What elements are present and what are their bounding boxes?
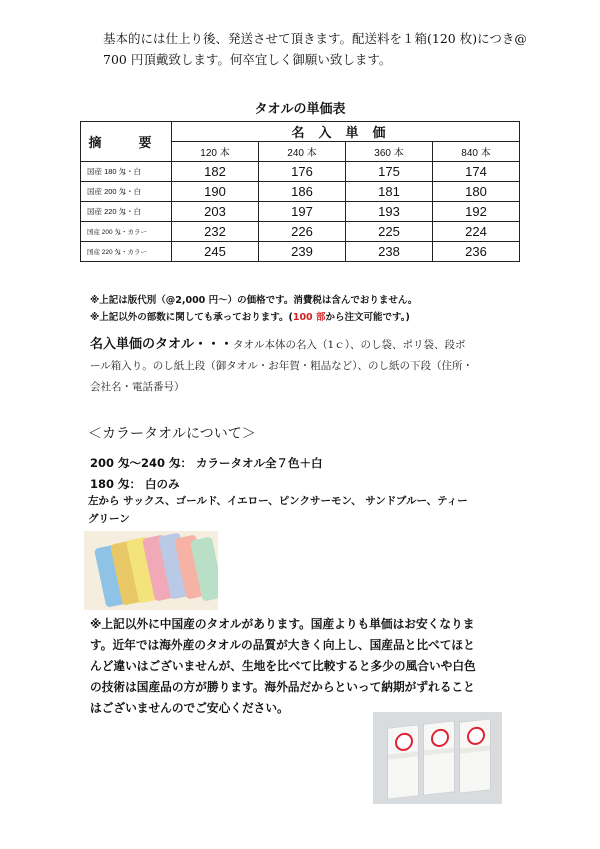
price-cell: 193 <box>346 202 433 222</box>
price-cell: 232 <box>172 222 259 242</box>
table-row <box>81 162 520 182</box>
price-cell: 186 <box>259 182 346 202</box>
table-row <box>81 222 520 242</box>
summary-header: 摘 要 <box>81 122 172 162</box>
quantity-note-b: から注文可能です。) <box>325 312 410 323</box>
white-weight-line: 180 匁： 白のみ <box>90 477 180 491</box>
name-print-line-1: タオル本体の名入（1ｃ）、のし袋、ポリ袋、段ボ <box>233 339 466 351</box>
wrapped-towel <box>423 720 455 795</box>
unit-price-header: 名入単価 <box>172 122 520 142</box>
price-cell: 239 <box>259 242 346 262</box>
min-quantity-highlight: 100 部 <box>292 312 326 323</box>
wrapped-towel <box>459 718 491 793</box>
intro-line-2: 700 円頂戴致します。何卒宜しく御願い致します。 <box>103 52 392 67</box>
row-label: 国産 180 匁・白 <box>81 162 172 182</box>
price-table-title: タオルの単価表 <box>254 102 346 117</box>
overseas-towel-paragraph <box>90 614 530 719</box>
price-cell: 226 <box>259 222 346 242</box>
price-cell: 175 <box>346 162 433 182</box>
color-list-line-2: グリーン <box>88 513 130 525</box>
table-row <box>81 202 520 222</box>
price-cell: 181 <box>346 182 433 202</box>
table-row <box>81 242 520 262</box>
price-table <box>80 121 520 262</box>
price-cell: 197 <box>259 202 346 222</box>
table-row <box>81 182 520 202</box>
price-cell: 176 <box>259 162 346 182</box>
price-note: ※上記は版代別（@2,000 円〜）の価格です。消費税は含んでおりません。 <box>90 295 418 306</box>
color-weight-line: 200 匁〜240 匁： カラータオル全７色＋白 <box>90 456 323 470</box>
paragraph-line: す。近年では海外産のタオルの品質が大きく向上し、国産品と比べてほと <box>90 638 475 652</box>
price-cell: 180 <box>433 182 520 202</box>
price-cell: 245 <box>172 242 259 262</box>
paragraph-line: の技術は国産品の方が勝ります。海外品だからといって納期がずれること <box>90 680 475 694</box>
wrapped-towels-photo <box>373 712 502 804</box>
price-cell: 192 <box>433 202 520 222</box>
name-print-description <box>90 334 530 398</box>
price-cell: 182 <box>172 162 259 182</box>
paragraph-line: んど違いはございませんが、生地を比べて比較すると多少の風合いや白色 <box>90 659 476 673</box>
wrapped-towel <box>387 724 419 799</box>
name-print-heading: 名入単価のタオル・・・ <box>90 337 234 352</box>
row-label: 国産 200 匁・白 <box>81 182 172 202</box>
intro-text <box>103 28 533 70</box>
name-print-line-3: 会社名・電話番号） <box>90 381 185 393</box>
price-cell: 224 <box>433 222 520 242</box>
row-label: 国産 220 匁・白 <box>81 202 172 222</box>
paragraph-line: ※上記以外に中国産のタオルがあります。国産よりも単価はお安くなりま <box>90 617 475 631</box>
intro-line-1: 基本的には仕上り後、発送させて頂きます。配送料を１箱(120 枚)につき@ <box>103 31 527 46</box>
price-cell: 174 <box>433 162 520 182</box>
price-cell: 190 <box>172 182 259 202</box>
qty-header: 120 本 <box>172 142 259 162</box>
row-label: 国産 200 匁・カラー <box>81 222 172 242</box>
color-towels-photo <box>84 531 218 610</box>
price-cell: 236 <box>433 242 520 262</box>
name-print-line-2: ール箱入り。のし紙上段（御タオル・お年賀・粗品など）、のし紙の下段（住所・ <box>90 360 474 372</box>
color-towel-heading: ＜カラータオルについて＞ <box>88 426 256 442</box>
paragraph-line: はございませんのでご安心ください。 <box>90 701 289 715</box>
price-cell: 238 <box>346 242 433 262</box>
price-cell: 203 <box>172 202 259 222</box>
quantity-note <box>90 309 410 323</box>
qty-header: 360 本 <box>346 142 433 162</box>
color-list-line-1: 左から サックス、ゴールド、イエロー、ピンクサーモン、 サンドブルー、ティー <box>88 495 468 507</box>
price-cell: 225 <box>346 222 433 242</box>
row-label: 国産 220 匁・カラー <box>81 242 172 262</box>
qty-header: 240 本 <box>259 142 346 162</box>
qty-header: 840 本 <box>433 142 520 162</box>
quantity-note-a: ※上記以外の部数に関しても承っております。( <box>90 312 293 323</box>
